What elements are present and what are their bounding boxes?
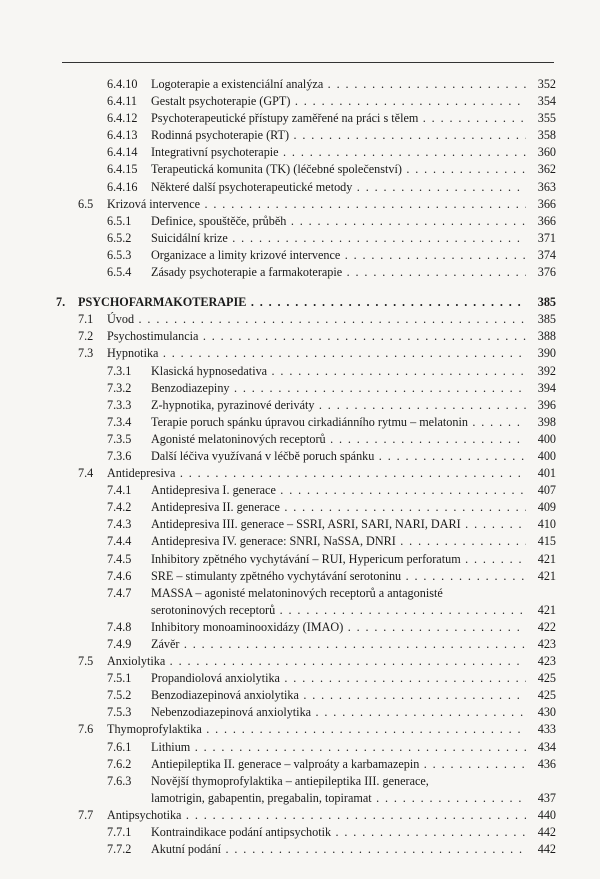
toc-entry-title: Kontraindikace podání antipsychotik . . . <box>151 824 526 841</box>
toc-entry-page: 409 <box>537 500 556 515</box>
toc-entry-title: Propandiolová anxiolytika . . . <box>151 670 526 687</box>
toc-entry-page: 434 <box>537 739 556 754</box>
toc-entry-number: 7.5 <box>78 654 94 669</box>
toc-entry-number: 7.3.5 <box>107 431 132 446</box>
toc-entry <box>56 448 556 465</box>
toc-entry <box>56 687 556 704</box>
toc-entry <box>56 704 556 721</box>
toc-entry-title: Integrativní psychoterapie . . . <box>151 144 526 161</box>
toc-entry-title: Rodinná psychoterapie (RT) . . . <box>151 127 526 144</box>
toc-entry-number: 6.4.12 <box>107 111 138 126</box>
toc-entry-title: Nebenzodiazepinová anxiolytika . . . <box>151 704 526 721</box>
toc-entry-page: 422 <box>537 619 556 634</box>
toc-entry-number: 7.3.6 <box>107 448 132 463</box>
toc-entry-title: Terapie poruch spánku úpravou cirkadiánního rytmu – melatonin . . . <box>151 414 526 431</box>
toc-entry-title: Některé další psychoterapeutické metody . . . <box>151 179 526 196</box>
toc-entry-number: 7.4 <box>78 466 94 481</box>
toc-entry <box>56 824 556 841</box>
toc-entry <box>56 465 556 482</box>
toc-entry-number: 7.1 <box>78 312 94 327</box>
toc-entry <box>56 756 556 773</box>
toc-entry-page: 430 <box>537 705 556 720</box>
toc-entry <box>56 807 556 824</box>
toc-entry-page: 360 <box>537 145 556 160</box>
toc-entry-page: 355 <box>537 111 556 126</box>
toc-entry-page: 362 <box>537 162 556 177</box>
toc-entry-page: 392 <box>537 363 556 378</box>
toc-entry <box>56 636 556 653</box>
toc-entry-page: 421 <box>537 568 556 583</box>
toc-entry <box>56 363 556 380</box>
toc-entry-title: Terapeutická komunita (TK) (léčebné společenství) . . . <box>151 161 526 178</box>
toc-entry-number: 6.5.2 <box>107 230 132 245</box>
toc-entry-title: Inhibitory zpětného vychytávání – RUI, Hypericum perforatum . . . <box>151 551 526 568</box>
toc-entry-page: 388 <box>537 329 556 344</box>
toc-entry-page: 421 <box>537 602 556 617</box>
toc-entry <box>56 602 556 619</box>
toc-entry-page: 440 <box>537 807 556 822</box>
toc-entry-page: 358 <box>537 128 556 143</box>
toc-entry-page: 442 <box>537 825 556 840</box>
toc-entry <box>56 499 556 516</box>
toc-entry-title: Organizace a limity krizové intervence . . . <box>151 247 526 264</box>
toc-entry-title: MASSA – agonisté melatoninových receptorů a antagonisté <box>151 585 443 600</box>
toc-entry-page: 366 <box>537 213 556 228</box>
toc-entry-page: 423 <box>537 654 556 669</box>
toc-entry-number: 7.7 <box>78 807 94 822</box>
toc-entry <box>56 773 556 790</box>
toc-entry <box>56 551 556 568</box>
toc-entry-page: 436 <box>537 756 556 771</box>
toc-entry-title: serotoninových receptorů . . . <box>151 602 526 619</box>
toc-entry-page: 423 <box>537 637 556 651</box>
toc-entry-number: 7.6 <box>78 722 94 737</box>
toc-entry <box>56 533 556 550</box>
toc-entry-title: Antidepresiva . . . <box>107 465 526 482</box>
toc-entry-number: 7.4.4 <box>107 534 132 549</box>
toc-entry-number: 7.3.3 <box>107 397 132 412</box>
toc-entry <box>56 414 556 431</box>
toc-entry-page: 376 <box>537 265 556 280</box>
toc-entry-number: 7.5.1 <box>107 671 132 686</box>
toc-entry-page: 400 <box>537 448 556 463</box>
toc-entry-number: 7.6.3 <box>107 773 132 788</box>
toc-entry-title: Z-hypnotika, pyrazinové deriváty . . . <box>151 397 526 414</box>
toc-entry <box>56 110 556 127</box>
toc-entry-title: Benzodiazepinová anxiolytika . . . <box>151 687 526 704</box>
toc-entry-title: Závěr . . . <box>151 636 526 653</box>
toc-entry <box>56 653 556 670</box>
toc-entry-page: 415 <box>537 534 556 549</box>
toc-entry <box>56 93 556 110</box>
toc-entry <box>56 345 556 362</box>
toc-entry-number: 6.4.11 <box>107 94 138 109</box>
toc-entry-number: 7.4.2 <box>107 500 132 515</box>
toc-entry <box>56 790 556 807</box>
toc-entry-number: 6.5.4 <box>107 265 132 280</box>
toc-entry-title: Benzodiazepiny . . . <box>151 380 526 397</box>
toc-entry-title: Logoterapie a existenciální analýza . . . <box>151 76 526 93</box>
toc-entry-number: 6.5.3 <box>107 247 132 262</box>
toc-entry-number: 7.5.3 <box>107 705 132 720</box>
toc-entry-page: 400 <box>537 431 556 446</box>
toc-entry-title: Suicidální krize . . . <box>151 230 526 247</box>
toc-entry-title: Gestalt psychoterapie (GPT) . . . <box>151 93 526 110</box>
toc-entry-page: 433 <box>537 722 556 737</box>
toc-entry-number: 7.6.1 <box>107 739 132 754</box>
toc-entry-number: 7.2 <box>78 329 94 344</box>
toc-entry-page: 410 <box>537 517 556 532</box>
toc-entry <box>56 230 556 247</box>
toc-entry-title: Krizová intervence . . . <box>107 196 526 213</box>
toc-entry-page: 366 <box>537 196 556 211</box>
toc-entry-title: Definice, spouštěče, průběh . . . <box>151 213 526 230</box>
toc-entry-title: Lithium . . . <box>151 739 526 756</box>
toc-entry <box>56 585 556 602</box>
toc-entry-number: 7.7.1 <box>107 825 132 840</box>
toc-entry <box>56 213 556 230</box>
toc-entry-title: Antidepresiva IV. generace: SNRI, NaSSA, DNRI . . . <box>151 533 526 550</box>
toc-entry-title: PSYCHOFARMAKOTERAPIE . . . <box>78 294 526 311</box>
toc-entry-number: 6.4.10 <box>107 77 138 91</box>
toc-entry-page: 363 <box>537 179 556 194</box>
toc-entry-page: 371 <box>537 230 556 245</box>
toc-entry-title: Antipsychotika . . . <box>107 807 526 824</box>
toc-entry-number: 7.7.2 <box>107 842 132 857</box>
toc-entry-number: 7.4.8 <box>107 619 132 634</box>
toc-entry <box>56 721 556 738</box>
toc-entry-number: 7.4.7 <box>107 585 132 600</box>
table-of-contents <box>56 76 556 858</box>
toc-entry <box>56 841 556 858</box>
toc-entry-title: Antidepresiva II. generace . . . <box>151 499 526 516</box>
toc-entry-title: Zásady psychoterapie a farmakoterapie . . . <box>151 264 526 281</box>
toc-entry-title: Inhibitory monoaminooxidázy (IMAO) . . . <box>151 619 526 636</box>
toc-entry <box>56 179 556 196</box>
toc-entry-number: 6.4.13 <box>107 128 138 143</box>
toc-entry <box>56 431 556 448</box>
toc-entry-page: 421 <box>537 551 556 566</box>
toc-entry-page: 398 <box>537 414 556 429</box>
toc-entry <box>56 294 556 311</box>
toc-entry <box>56 739 556 756</box>
toc-entry-number: 6.4.15 <box>107 162 138 177</box>
toc-entry-title: Antiepileptika II. generace – valproáty a karbamazepin . . . <box>151 756 526 773</box>
toc-entry-title: Thymoprofylaktika . . . <box>107 721 526 738</box>
toc-entry-title: Anxiolytika . . . <box>107 653 526 670</box>
toc-entry-number: 7.4.1 <box>107 483 132 498</box>
toc-entry-page: 374 <box>537 247 556 262</box>
toc-entry-number: 7.3.2 <box>107 380 132 395</box>
toc-entry <box>56 619 556 636</box>
toc-entry-title: Agonisté melatoninových receptorů . . . <box>151 431 526 448</box>
toc-entry-page: 352 <box>537 77 556 91</box>
toc-entry-number: 6.5.1 <box>107 213 132 228</box>
toc-entry <box>56 161 556 178</box>
toc-entry-page: 401 <box>537 466 556 481</box>
toc-entry-number: 7.3.1 <box>107 363 132 378</box>
toc-entry <box>56 516 556 533</box>
toc-entry <box>56 144 556 161</box>
toc-entry-number: 7.5.2 <box>107 688 132 703</box>
toc-entry-number: 6.4.14 <box>107 145 138 160</box>
toc-entry <box>56 397 556 414</box>
toc-entry-number: 7.4.9 <box>107 637 132 651</box>
toc-entry <box>56 670 556 687</box>
toc-entry-page: 354 <box>537 94 556 109</box>
toc-entry-title: Klasická hypnosedativa . . . <box>151 363 526 380</box>
toc-entry-number: 7.3.4 <box>107 414 132 429</box>
toc-entry <box>56 264 556 281</box>
toc-entry-number: 7.4.5 <box>107 551 132 566</box>
toc-entry-title: Antidepresiva III. generace – SSRI, ASRI, SARI, NARI, DARI . . . <box>151 516 526 533</box>
toc-entry-title: Psychostimulancia . . . <box>107 328 526 345</box>
toc-entry-page: 407 <box>537 483 556 498</box>
toc-entry <box>56 247 556 264</box>
toc-entry-page: 385 <box>537 295 556 310</box>
toc-entry-page: 385 <box>537 312 556 327</box>
toc-entry-title: Hypnotika . . . <box>107 345 526 362</box>
toc-entry <box>56 76 556 93</box>
toc-entry-title: SRE – stimulanty zpětného vychytávání serotoninu . . . <box>151 568 526 585</box>
toc-entry <box>56 311 556 328</box>
toc-entry-title: Antidepresiva I. generace . . . <box>151 482 526 499</box>
toc-entry-title: Novější thymoprofylaktika – antiepileptika III. generace, <box>151 773 429 788</box>
toc-entry-page: 425 <box>537 688 556 703</box>
toc-entry <box>56 380 556 397</box>
toc-entry-number: 7. <box>56 295 66 310</box>
toc-entry <box>56 328 556 345</box>
toc-entry-page: 396 <box>537 397 556 412</box>
toc-entry-page: 390 <box>537 346 556 361</box>
header-rule <box>62 62 554 63</box>
toc-entry-number: 7.6.2 <box>107 756 132 771</box>
toc-entry-title: Úvod . . . <box>107 311 526 328</box>
toc-entry-title: lamotrigin, gabapentin, pregabalin, topiramat . . . <box>151 790 526 807</box>
toc-entry <box>56 482 556 499</box>
toc-entry-title: Psychoterapeutické přístupy zaměřené na práci s tělem . . . <box>151 110 526 127</box>
toc-entry-page: 442 <box>537 842 556 857</box>
toc-entry-page: 437 <box>537 790 556 805</box>
toc-entry-number: 7.4.3 <box>107 517 132 532</box>
toc-entry-number: 7.4.6 <box>107 568 132 583</box>
toc-entry <box>56 127 556 144</box>
toc-entry-title: Akutní podání . . . <box>151 841 526 858</box>
toc-entry-number: 6.5 <box>78 196 94 211</box>
toc-entry-title: Další léčiva využívaná v léčbě poruch spánku . . . <box>151 448 526 465</box>
toc-entry-page: 394 <box>537 380 556 395</box>
toc-entry-number: 6.4.16 <box>107 179 138 194</box>
toc-entry <box>56 196 556 213</box>
toc-entry-number: 7.3 <box>78 346 94 361</box>
toc-entry <box>56 568 556 585</box>
toc-entry-page: 425 <box>537 671 556 686</box>
